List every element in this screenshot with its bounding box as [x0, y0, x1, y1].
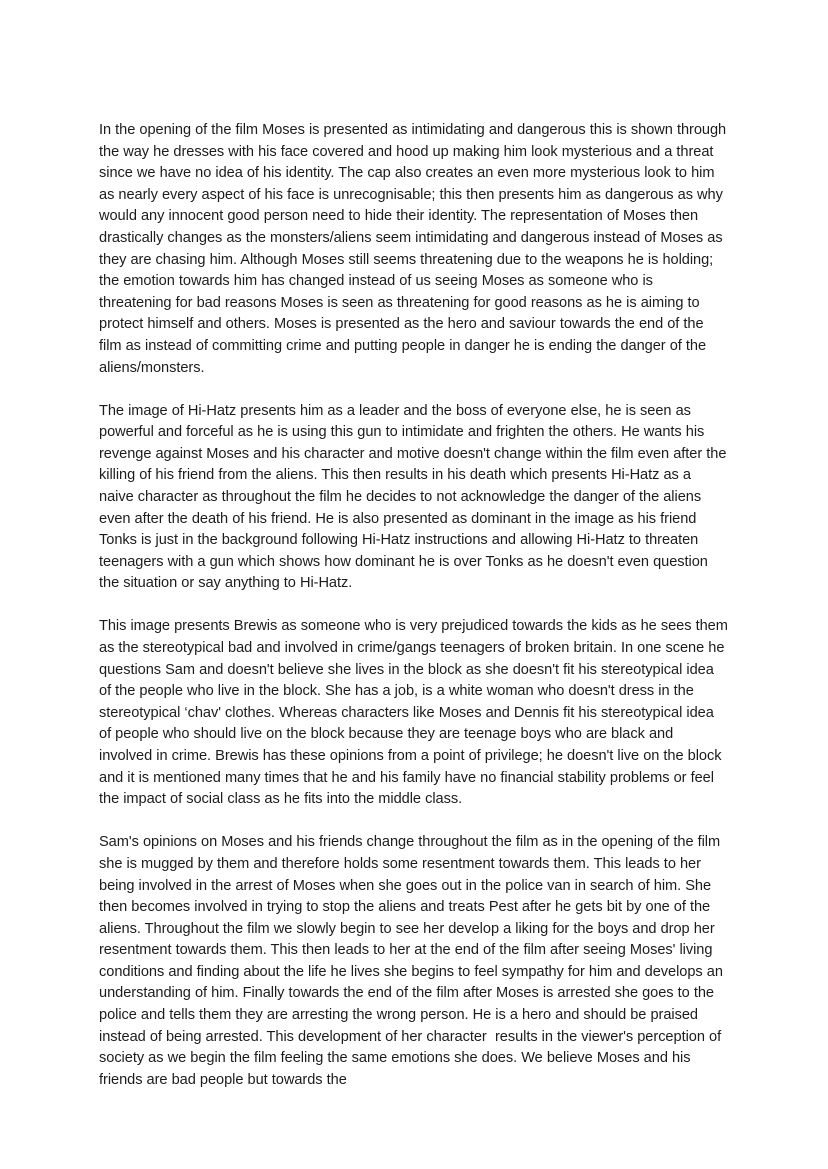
paragraph-sam: Sam's opinions on Moses and his friends change throughout the film as in the opening of the film she is mugged by them and therefore holds some resentment towards them. This leads to her being involved in the arrest of Moses when she goes out in the police van in search of him. She then becomes involved in trying to stop the aliens and treats Pest after he gets bit by one of the aliens. Throughout the film we slowly begin to see her develop a liking for the boys and drop her resentment towards them. This then leads to her at the end of the film after seeing Moses' living conditions and finding about the life he lives she begins to feel sympathy for him and develops an understanding of him. Finally towards the end of the film after Moses is arrested she goes to the police and tells them they are arresting the wrong person. He is a hero and should be praised instead of being arrested. This development of her character results in the viewer's perception of society as we begin the film feeling the same emotions she does. We believe Moses and his friends are bad people but towards the	[99, 834, 728, 1088]
paragraph-hi-hatz: The image of Hi-Hatz presents him as a leader and the boss of everyone else, he is seen as powerful and forceful as he is using this gun to intimidate and frighten the others. He wants his revenge against Moses and his character and motive doesn't change within the film even after the killing of his friend from the aliens. This then results in his death which presents Hi-Hatz as a naive character as throughout the film he decides to not acknowledge the danger of the aliens even after the death of his friend. He is also presented as dominant in the image as his friend Tonks is just in the background following Hi-Hatz instructions and allowing Hi-Hatz to threaten teenagers with a gun which shows how dominant he is over Tonks as he doesn't even question the situation or say anything to Hi-Hatz.	[99, 402, 731, 592]
document-text-body	[99, 120, 732, 1091]
paragraph-brewis: This image presents Brewis as someone who is very prejudiced towards the kids as he sees them as the stereotypical bad and involved in crime/gangs teenagers of broken britain. In one scene he questions Sam and doesn't believe she lives in the block as she doesn't fit his stereotypical idea of the people who live in the block. She has a job, is a white woman who doesn't dress in the stereotypical ‘chav' clothes. Whereas characters like Moses and Dennis fit his stereotypical idea of people who should live on the block because they are teenage boys who are black and involved in crime. Brewis has these opinions from a point of privilege; he doesn't live on the block and it is mentioned many times that he and his family have no financial stability problems or feel the impact of social class as he fits into the middle class.	[99, 618, 732, 808]
paragraph-moses: In the opening of the film Moses is presented as intimidating and dangerous this is shown through the way he dresses with his face covered and hood up making him look mysterious and a threat since we have no idea of his identity. The cap also creates an even more mysterious look to him as nearly every aspect of his face is unrecognisable; this then presents him as dangerous as why would any innocent good person need to hide their identity. The representation of Moses then drastically changes as the monsters/aliens seem intimidating and dangerous instead of Moses as they are chasing him. Although Moses still seems threatening due to the weapons he is holding; the emotion towards him has changed instead of us seeing Moses as someone who is threatening for bad reasons Moses is seen as threatening for good reasons as he is aiming to protect himself and others. Moses is presented as the hero and saviour towards the end of the film as instead of committing crime and putting people in danger he is ending the danger of the aliens/monsters.	[99, 122, 731, 376]
